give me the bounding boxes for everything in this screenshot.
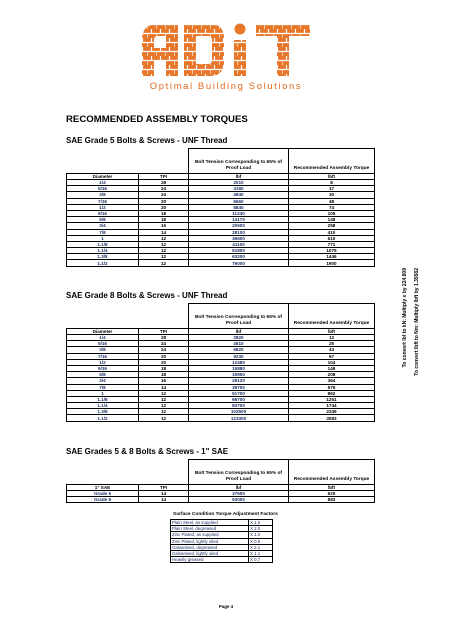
surface-multiplier: X 1.0 [249, 520, 273, 526]
cell-diameter: Grade 5 [67, 491, 139, 497]
header-tpi: TPI [139, 329, 189, 335]
cell-tpi: 12 [139, 248, 189, 254]
cell-tpi: 28 [139, 335, 189, 341]
cell-diameter: 5/16 [67, 186, 139, 192]
cell-diameter: 5/8 [67, 217, 139, 223]
header-unit-lbf: lbf [189, 485, 289, 491]
tagline: Optimal Building Solutions [149, 81, 303, 92]
cell-torque-lbft: 104 [289, 359, 375, 365]
torque-table-grade8-unf [66, 303, 375, 422]
cell-torque-lbft: 43 [289, 347, 375, 353]
cell-tpi: 20 [139, 204, 189, 210]
cell-diameter: Grade 8 [67, 497, 139, 503]
surface-factors-table [170, 519, 273, 563]
cell-tpi: 12 [139, 403, 189, 409]
section-title-1in-sae: SAE Grades 5 & 8 Bolts & Screws - 1" SAE [66, 447, 229, 456]
cell-tension-lbf: 2010 [189, 180, 289, 186]
cell-tension-lbf: 28100 [189, 229, 289, 235]
cell-diameter: 1/4 [67, 180, 139, 186]
cell-diameter: 1.3/8 [67, 254, 139, 260]
cell-tension-lbf: 51700 [189, 390, 289, 396]
cell-tension-lbf: 102500 [189, 409, 289, 415]
surface-multiplier: X 2.1 [249, 544, 273, 550]
cell-tpi: 24 [139, 186, 189, 192]
cell-torque-lbft: 25 [289, 341, 375, 347]
surface-condition: Plain Steel, as supplied [171, 520, 249, 526]
table-row [67, 497, 375, 503]
cell-tension-lbf: 6820 [189, 347, 289, 353]
cell-torque-lbft: 364 [289, 378, 375, 384]
cell-diameter: 1/2 [67, 359, 139, 365]
cell-diameter: 1.1/4 [67, 248, 139, 254]
cell-torque-lbft: 3083 [289, 415, 375, 421]
header-tpi: TPI [139, 485, 189, 491]
cell-tpi: 14 [139, 497, 189, 503]
cell-tension-lbf: 20600 [189, 223, 289, 229]
cell-diameter: 1.3/8 [67, 409, 139, 415]
table-row [67, 415, 375, 421]
surface-multiplier: X 0.9 [249, 538, 273, 544]
cell-diameter: 9/16 [67, 210, 139, 216]
cell-torque-lbft: 579 [289, 384, 375, 390]
adit-logo [138, 20, 314, 78]
cell-tension-lbf: 9230 [189, 353, 289, 359]
surface-factors-title: Surface Condition Torque Adjustment Factors [173, 512, 278, 517]
header-bolt-tension: Bolt Tension Corresponding to 65% of Proof Load [189, 149, 289, 174]
cell-tpi: 12 [139, 254, 189, 260]
cell-tension-lbf: 3180 [189, 186, 289, 192]
section-title-grade8-unf: SAE Grade 8 Bolts & Screws - UNF Thread [66, 291, 228, 300]
cell-tension-lbf: 11240 [189, 210, 289, 216]
cell-diameter: 1 [67, 390, 139, 396]
cell-tpi: 24 [139, 347, 189, 353]
header-unit-lbf: lbf [189, 174, 289, 180]
cell-tension-lbf: 19950 [189, 372, 289, 378]
surface-condition: Zinc Plated, lightly oiled [171, 538, 249, 544]
conversion-notes [400, 268, 426, 408]
cell-tension-lbf: 66700 [189, 396, 289, 402]
cell-diameter: 1.1/8 [67, 396, 139, 402]
surface-condition: Galvanised, degreased [171, 544, 249, 550]
header-spacer [67, 460, 139, 485]
cell-tension-lbf: 4510 [189, 341, 289, 347]
cell-torque-lbft: 208 [289, 372, 375, 378]
cell-diameter: 7/16 [67, 353, 139, 359]
header-recommended-torque: Recommended Assembly Torque [289, 460, 375, 485]
cell-tension-lbf: 2820 [189, 335, 289, 341]
header-unit-lbft: lbft [289, 174, 375, 180]
surface-factors [170, 512, 310, 563]
cell-tension-lbf: 8840 [189, 204, 289, 210]
torque-table-grade5-unf [66, 148, 375, 267]
cell-tpi: 14 [139, 491, 189, 497]
cell-torque-lbft: 105 [289, 210, 375, 216]
cell-tension-lbf: 53000 [189, 497, 289, 503]
cell-tension-lbf: 39700 [189, 384, 289, 390]
cell-torque-lbft: 258 [289, 223, 375, 229]
cell-tpi: 14 [139, 384, 189, 390]
header-spacer [67, 304, 139, 329]
surface-condition: Zinc Plated, as supplied [171, 532, 249, 538]
cell-tpi: 12 [139, 396, 189, 402]
header-spacer [139, 460, 189, 485]
cell-tension-lbf: 12480 [189, 359, 289, 365]
cell-tpi: 12 [139, 409, 189, 415]
cell-torque-lbft: 1251 [289, 396, 375, 402]
cell-torque-lbft: 74 [289, 204, 375, 210]
header-1in-sae: 1" SAE [67, 485, 139, 491]
header-unit-lbft: lbft [289, 329, 375, 335]
cell-diameter: 7/8 [67, 229, 139, 235]
surface-factor-row [171, 557, 273, 563]
cell-tpi: 12 [139, 415, 189, 421]
header-spacer [139, 304, 189, 329]
cell-tension-lbf: 51800 [189, 248, 289, 254]
cell-tpi: 12 [139, 241, 189, 247]
cell-diameter: 9/16 [67, 365, 139, 371]
cell-tpi: 20 [139, 359, 189, 365]
cell-tpi: 14 [139, 229, 189, 235]
cell-diameter: 3/8 [67, 347, 139, 353]
cell-torque-lbft: 67 [289, 353, 375, 359]
cell-tension-lbf: 63200 [189, 254, 289, 260]
header-spacer [67, 149, 139, 174]
cell-tpi: 24 [139, 192, 189, 198]
surface-condition: Galvanised, lightly oiled [171, 550, 249, 556]
cell-diameter: 5/8 [67, 372, 139, 378]
cell-torque-lbft: 610 [289, 235, 375, 241]
header-unit-lbf: lbf [189, 329, 289, 335]
cell-tpi: 20 [139, 198, 189, 204]
cell-torque-lbft: 1900 [289, 260, 375, 266]
cell-tpi: 18 [139, 210, 189, 216]
cell-torque-lbft: 48 [289, 198, 375, 204]
cell-tpi: 24 [139, 341, 189, 347]
header-recommended-torque: Recommended Assembly Torque [289, 304, 375, 329]
cell-torque-lbft: 149 [289, 365, 375, 371]
surface-multiplier: X 0.7 [249, 557, 273, 563]
cell-diameter: 1/4 [67, 335, 139, 341]
cell-torque-lbft: 17 [289, 186, 375, 192]
bolt-head-icon [235, 24, 246, 35]
cell-torque-lbft: 410 [289, 229, 375, 235]
cell-tension-lbf: 36600 [189, 235, 289, 241]
cell-tension-lbf: 37500 [189, 491, 289, 497]
cell-torque-lbft: 1075 [289, 248, 375, 254]
cell-tpi: 28 [139, 180, 189, 186]
cell-torque-lbft: 625 [289, 491, 375, 497]
cell-tpi: 12 [139, 390, 189, 396]
cell-torque-lbft: 771 [289, 241, 375, 247]
cell-diameter: 1.1/2 [67, 415, 139, 421]
cell-tension-lbf: 4840 [189, 192, 289, 198]
cell-torque-lbft: 148 [289, 217, 375, 223]
cell-tension-lbf: 41100 [189, 241, 289, 247]
cell-diameter: 7/16 [67, 198, 139, 204]
surface-multiplier: X 1.0 [249, 532, 273, 538]
header-bolt-tension: Bolt Tension Corresponding to 65% of Proof Load [189, 304, 289, 329]
cell-diameter: 5/16 [67, 341, 139, 347]
torque-table-1in-sae [66, 459, 375, 503]
cell-tension-lbf: 76000 [189, 260, 289, 266]
cell-tension-lbf: 123300 [189, 415, 289, 421]
page-title: RECOMMENDED ASSEMBLY TORQUES [66, 114, 248, 125]
cell-torque-lbft: 2349 [289, 409, 375, 415]
cell-diameter: 1 [67, 235, 139, 241]
header-recommended-torque: Recommended Assembly Torque [289, 149, 375, 174]
cell-torque-lbft: 1744 [289, 403, 375, 409]
page-number: Page 4 [218, 604, 234, 609]
cell-tpi: 12 [139, 260, 189, 266]
surface-multiplier: X 2.0 [249, 526, 273, 532]
surface-condition: Heavily greased [171, 557, 249, 563]
header-diameter: Diameter [67, 329, 139, 335]
conversion-note-kn: To convert lbf to kN: Multiply x by 224.809 [402, 268, 408, 368]
cell-tension-lbf: 15880 [189, 365, 289, 371]
cell-torque-lbft: 862 [289, 390, 375, 396]
cell-tpi: 16 [139, 378, 189, 384]
cell-diameter: 7/8 [67, 384, 139, 390]
cell-torque-lbft: 30 [289, 192, 375, 198]
conversion-note-nm: To convert lbft to Nm: Multiply lbft by 1.35582 [414, 268, 420, 376]
header-tpi: TPI [139, 174, 189, 180]
cell-diameter: 1.1/8 [67, 241, 139, 247]
cell-diameter: 1.1/4 [67, 403, 139, 409]
cell-tpi: 16 [139, 223, 189, 229]
surface-condition: Plain Steel, degreased [171, 526, 249, 532]
cell-tpi: 18 [139, 372, 189, 378]
cell-torque-lbft: 883 [289, 497, 375, 503]
table-row [67, 260, 375, 266]
section-title-grade5-unf: SAE Grade 5 Bolts & Screws - UNF Thread [66, 136, 228, 145]
cell-diameter: 3/4 [67, 223, 139, 229]
cell-torque-lbft: 8 [289, 180, 375, 186]
cell-tpi: 20 [139, 353, 189, 359]
cell-tension-lbf: 83700 [189, 403, 289, 409]
header-diameter: Diameter [67, 174, 139, 180]
cell-diameter: 3/8 [67, 192, 139, 198]
header-spacer [139, 149, 189, 174]
cell-tpi: 18 [139, 365, 189, 371]
cell-tension-lbf: 29120 [189, 378, 289, 384]
cell-diameter: 1.1/2 [67, 260, 139, 266]
surface-multiplier: X 1.1 [249, 550, 273, 556]
cell-tension-lbf: 6560 [189, 198, 289, 204]
cell-diameter: 3/4 [67, 378, 139, 384]
header-unit-lbft: lbft [289, 485, 375, 491]
cell-tension-lbf: 14170 [189, 217, 289, 223]
cell-torque-lbft: 1446 [289, 254, 375, 260]
cell-tpi: 12 [139, 235, 189, 241]
cell-diameter: 1/2 [67, 204, 139, 210]
cell-tpi: 18 [139, 217, 189, 223]
cell-torque-lbft: 12 [289, 335, 375, 341]
header-bolt-tension: Bolt Tension Corresponding to 65% of Proof Load [189, 460, 289, 485]
